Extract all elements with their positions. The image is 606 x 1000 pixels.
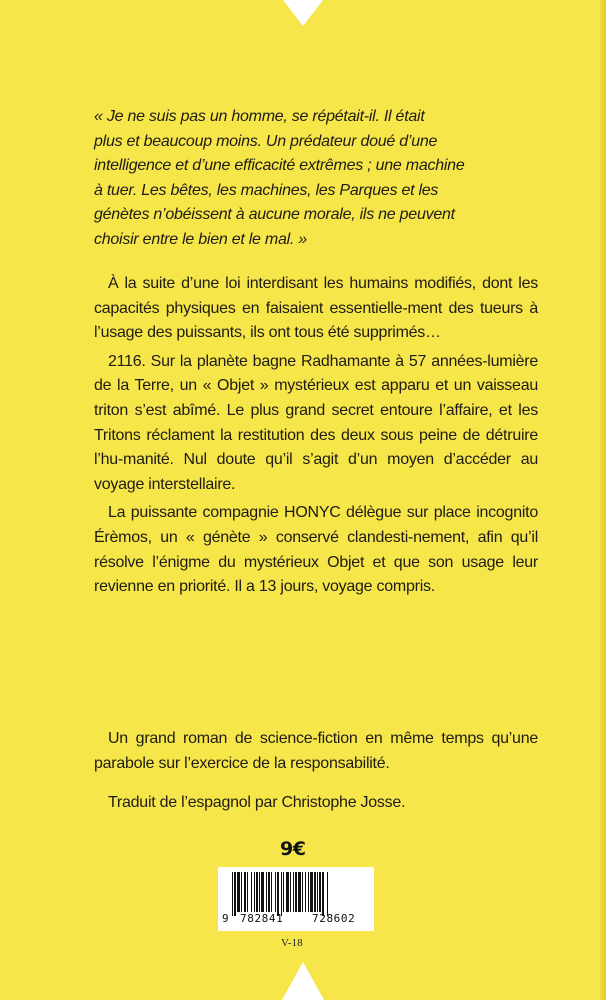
- barcode-bar: [295, 872, 297, 912]
- translator-credit: [94, 791, 538, 816]
- barcode-bar: [247, 872, 248, 912]
- synopsis: [94, 272, 538, 604]
- price-label: 9€: [280, 838, 306, 860]
- barcode-bar: [254, 872, 255, 912]
- barcode-bar: [271, 872, 272, 912]
- epigraph-quote: [94, 105, 538, 253]
- synopsis-paragraph: 2116. Sur la planète bagne Radhamante à 57 années-lumière de la Terre, un « Objet » mystérieux est apparu et un vaisseau triton s’est abîmé. Le plus grand secret entoure l’affaire, et les Tritons réclament la restitution des deux sous peine de détruire l’hu-manité. Nul doute qu’il s’agit d’un moyen d’accéder au voyage interstellaire.: [94, 352, 538, 493]
- barcode-bar: [259, 872, 260, 912]
- barcode-bar: [261, 872, 264, 912]
- barcode-bar: [266, 872, 267, 912]
- closing-text: Un grand roman de science-fiction en même temps qu’une parabole sur l’exercice de la responsabilité.: [94, 730, 538, 772]
- quote-line: intelligence et d’une efficacité extrêmes ; une machine: [94, 157, 465, 175]
- barcode-bar: [281, 872, 282, 916]
- closing-statement: [94, 727, 538, 776]
- barcode-bar: [232, 872, 233, 916]
- barcode-bar: [322, 872, 324, 916]
- barcode-bar: [251, 872, 252, 912]
- isbn-left-group: 782841: [240, 912, 284, 925]
- quote-line: plus et beaucoup moins. Un prédateur doué d’une: [94, 132, 438, 150]
- barcode-bar: [317, 872, 318, 912]
- barcode-bar: [314, 872, 316, 912]
- isbn-barcode: [218, 867, 374, 931]
- barcode-bar: [241, 872, 242, 912]
- quote-line: choisir entre le bien et le mal. »: [94, 230, 307, 248]
- barcode-bar: [302, 872, 303, 912]
- barcode-bar: [310, 872, 313, 912]
- synopsis-paragraph: La puissante compagnie HONYC délègue sur place incognito Érèmos, un « génète » conservé clandesti-nement, afin qu’il résolve l’énigme du mystérieux Objet et que son usage leur revienne en priorité. Il a 13 jours, voyage compris.: [94, 504, 538, 596]
- barcode-bar: [308, 872, 309, 912]
- barcode-bar: [298, 872, 301, 912]
- series-code: V-18: [281, 937, 303, 949]
- quote-line: à tuer. Les bêtes, les machines, les Parques et les: [94, 181, 439, 199]
- barcode-bar: [290, 872, 291, 912]
- barcode-bar: [305, 872, 306, 912]
- synopsis-paragraph: À la suite d’une loi interdisant les humains modifiés, dont les capacités physiques en faisaient essentielle-ment des tueurs à l’usage des puissants, ils ont tous été supprimés…: [94, 275, 538, 342]
- barcode-bar: [293, 872, 294, 912]
- isbn-right-group: 728602: [312, 912, 356, 925]
- barcode-bar: [268, 872, 270, 912]
- top-notch: [283, 0, 323, 26]
- credit-text: Traduit de l’espagnol par Christophe Josse.: [108, 794, 406, 811]
- barcode-bar: [283, 872, 284, 912]
- isbn-first-digit: 9: [222, 912, 230, 925]
- barcode-bar: [277, 872, 279, 916]
- barcode-bar: [237, 872, 240, 912]
- barcode-bar: [256, 872, 258, 912]
- barcode-bar: [327, 872, 328, 916]
- bottom-notch: [282, 962, 324, 1000]
- cover-edge: [600, 0, 606, 1000]
- barcode-bar: [244, 872, 246, 912]
- barcode-bar: [319, 872, 321, 912]
- barcode-bar: [234, 872, 236, 916]
- quote-line: génètes n’obéissent à aucune morale, ils ne peuvent: [94, 206, 455, 224]
- quote-line: « Je ne suis pas un homme, se répétait-il. Il était: [94, 108, 425, 125]
- barcode-bar: [275, 872, 276, 912]
- barcode-bar: [286, 872, 289, 912]
